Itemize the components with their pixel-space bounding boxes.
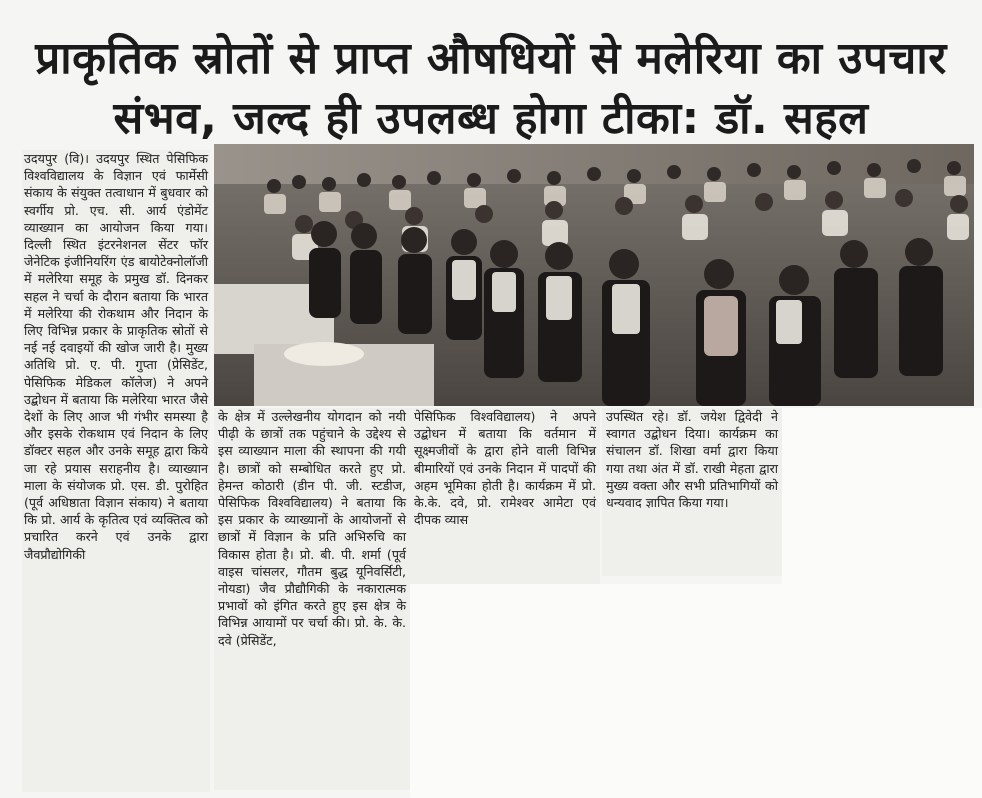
article-text: के क्षेत्र में उल्लेखनीय योगदान को नयी पीढ़ी के छात्रों तक पहुंचाने के उद्देश्य से इस व्याख्यान माला की स्थापना की गयी है। छात्रों को सम्बोधित करते हुए प्रो. हेमन्त कोठारी (डीन पी. जी. स्टडीज, पेसिफिक विश्वविद्यालय) ने बताया कि इस प्रकार के व्याख्यानों के आयोजनों से छात्रों में विज्ञान के प्रति अभिरुचि का विकास होता है। प्रो. बी. पी. शर्मा (पूर्व वाइस चांसलर, गौतम बुद्ध यूनिवर्सिटी, नोयडा) जैव प्रौद्यौगिकी के नकारात्मक प्रभावों को इंगित करते हुए इस क्षेत्र के विभिन्न आयामों पर चर्चा की। प्रो. के. के. दवे (प्रेसिडेंट, (218, 409, 406, 648)
blank-margin (410, 584, 982, 798)
event-photo (214, 144, 974, 406)
article-text: उपस्थित रहे। डॉ. जयेश द्विवेदी ने स्वागत उद्बोधन दिया। कार्यक्रम का संचालन डॉ. शिखा वर्मा द्वारा किया गया तथा अंत में डॉ. राखी मेहता द्वारा मुख्य वक्ता और सभी प्रतिभागियों को धन्यवाद ज्ञापित किया गया। (606, 409, 778, 511)
audience-photo-icon (214, 144, 974, 406)
article-text: पेसिफिक विश्वविद्यालय) ने अपने उद्बोधन में बताया कि वर्तमान में सूक्ष्मजीवों के द्वारा होने वाली विभिन्न बीमारियों एवं उनके निदान में पादपों की अहम भूमिका होती है। कार्यक्रम में प्रो. के.के. दवे, प्रो. रामेश्वर आमेटा एवं दीपक व्यास (414, 409, 596, 528)
headline-line-2: संभव, जल्द ही उपलब्ध होगा टीका: डॉ. सहल (113, 93, 869, 145)
article-column-4 (602, 408, 782, 576)
blank-margin (782, 408, 982, 584)
headline (0, 29, 982, 149)
headline-line-1: प्राकृतिक स्रोतों से प्राप्त औषधियों से मलेरिया का उपचार (35, 33, 947, 85)
article-column-2 (214, 408, 410, 790)
article-column-1 (22, 150, 210, 792)
article-text: उदयपुर (वि)। उदयपुर स्थित पेसिफिक विश्वविद्यालय के विज्ञान एवं फार्मेसी संकाय के संयुक्त तत्वाधान में बुधवार को स्वर्गीय प्रो. एच. सी. आर्य एंडोमेंट व्याख्यान का आयोजन किया गया। दिल्ली स्थित इंटरनेशनल सेंटर फॉर जेनेटिक इंजीनियरिंग एंड बायोटेक्नोलॉजी में मलेरिया समूह के प्रमुख डॉ. दिनकर सहल ने चर्चा के दौरान बताया कि भारत में मलेरिया की रोकथाम और निदान के लिए विभिन्न प्रकार के प्राकृतिक स्रोतों से नई नई दवाइयों की खोज जारी है। मुख्य अतिथि प्रो. ए. पी. गुप्ता (प्रेसिडेंट, पेसिफिक मेडिकल कॉलेज) ने अपने उद्बोधन में बताया कि मलेरिया भारत जैसे देशों के लिए आज भी गंभीर समस्या है और इसके रोकथाम एवं निदान के लिए डॉक्टर सहल और उनके समूह द्वारा किये जा रहे प्रयास सराहनीय है। व्याख्यान माला के संयोजक प्रो. एस. डी. पुरोहित (पूर्व अधिष्ठाता विज्ञान संकाय) ने बताया कि प्रो. आर्य के कृतित्व एवं व्यक्तित्व को प्रचारित करने एवं उनके द्वारा जैवप्रौद्योगिकी (24, 151, 208, 562)
article-column-3 (410, 408, 600, 584)
